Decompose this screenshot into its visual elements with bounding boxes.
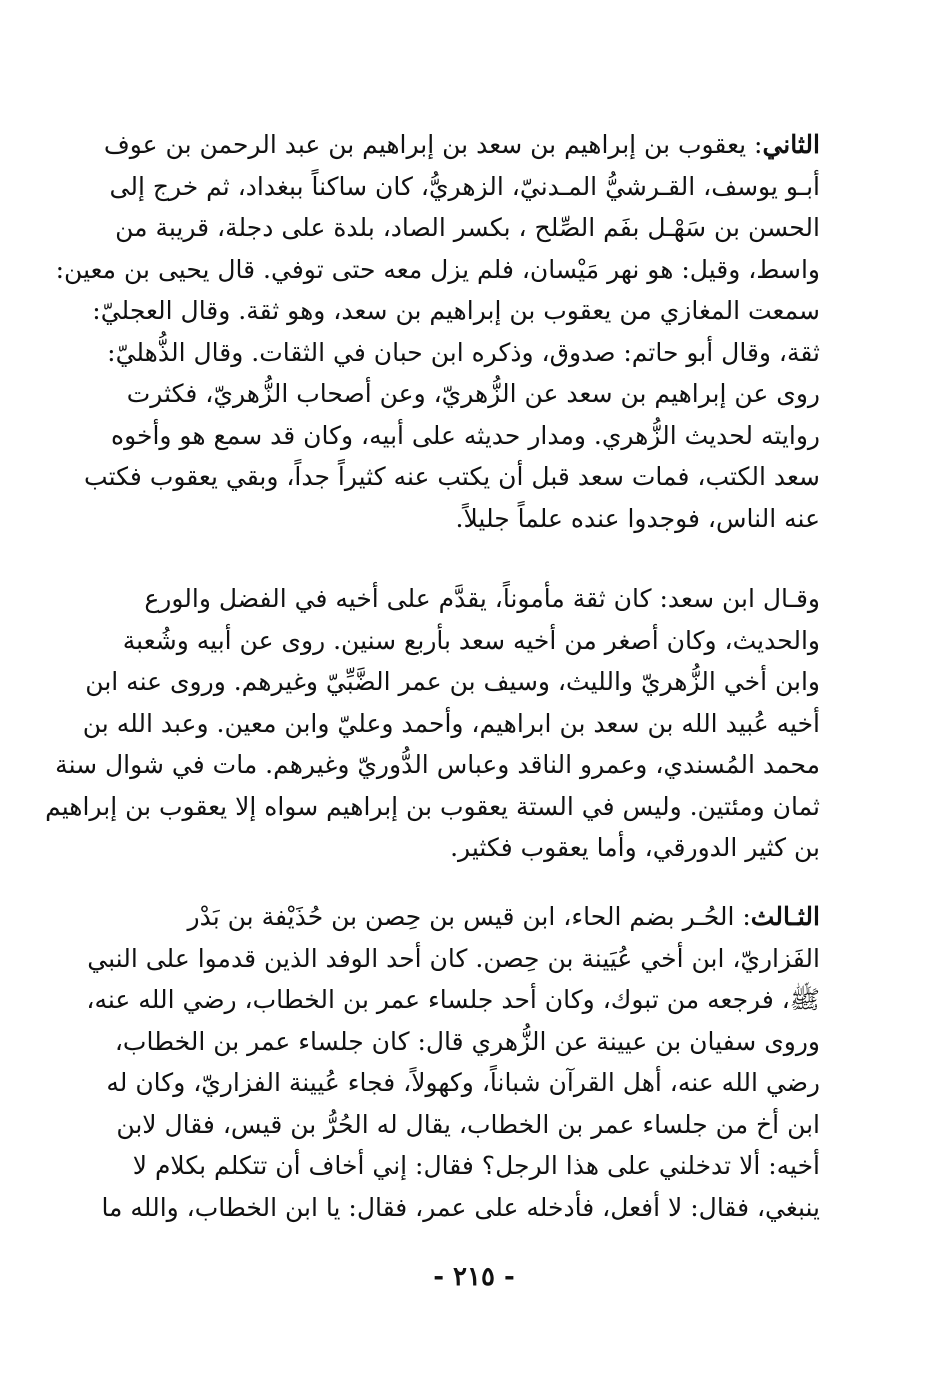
text-line: ثمان ومئتين. وليس في الستة يعقوب بن إبراهيم سواه إلا يعقوب بن إبراهيم [45,791,820,821]
text-line: أبـو يوسف، القـرشيُّ المـدنيّ، الزهريُّ، كان ساكناً ببغداد، ثم خرج إلى [109,171,820,201]
text-line: وروى سفيان بن عيينة عن الزُّهري قال: كان جلساء عمر بن الخطاب، [114,1026,820,1056]
text-line: الفَزاريّ، ابن أخي عُيَينة بن حِصن. كان أحد الوفد الذين قدموا على النبي [87,943,820,973]
text-line: سعد الكتب، فمات سعد قبل أن يكتب عنه كثيراً جداً، وبقي يعقوب فكتب [84,462,820,491]
paragraph-second-narrator [55,124,820,539]
text-line: بن كثير الدورقي، وأما يعقوب فكثير. [450,833,820,862]
text-line: أخيه عُبيد الله بن سعد بن ابراهيم، وأحمد وعليّ وابن معين. وعبد الله بن [82,708,820,738]
text-line: ثقة، وقال أبو حاتم: صدوق، وذكره ابن حبان في الثقات. وقال الذُّهليّ: [107,337,820,367]
text-line: الحسن بن سَهْـل بفَم الصِّلح ، بكسر الصاد، بلدة على دجلة، قريبة من [115,213,820,242]
text-line: عنه الناس، فوجدوا عنده علماً جليلاً. [455,503,820,533]
text-line [103,124,820,166]
text-line: روايته لحديث الزُّهري. ومدار حديثه على أبيه، وكان قد سمع هو وأخوه [111,420,820,450]
text-line: وابن أخي الزُّهريّ والليث، وسيف بن عمر الضَّبِّيّ وغيرهم. وروى عنه ابن [85,667,820,696]
text-line [132,896,820,938]
text-line: ﷺ، فرجعه من تبوك، وكان أحد جلساء عمر بن الخطاب، رضي الله عنه، [86,985,820,1014]
section-lead-word: الثاني [762,130,820,159]
text-line-content: : يعقوب بن إبراهيم بن سعد بن إبراهيم بن عبد الرحمن بن عوف [103,130,763,159]
page-number: - ٢١٥ - [433,1262,515,1292]
text-line: روى عن إبراهيم بن سعد عن الزُّهريّ، وعن أصحاب الزُّهريّ، فكثرت [126,379,820,408]
paragraph-third-narrator [86,896,820,1228]
text-line: رضي الله عنه، أهل القرآن شباناً، وكهولاً، فجاء عُيينة الفزاريّ، وكان له [106,1068,820,1097]
text-line: ينبغي، فقال: لا أفعل، فأدخله على عمر، فقال: يا ابن الخطاب، والله ما [101,1192,820,1222]
text-line: ابن أخ من جلساء عمر بن الخطاب، يقال له الحُرُّ بن قيس، فقال لابن [116,1109,820,1139]
text-line: سمعت المغازي من يعقوب بن إبراهيم بن سعد، وهو ثقة. وقال العجليّ: [92,296,820,325]
section-lead-word: الثـالث [750,902,820,931]
text-line: أخيه: ألا تدخلني على هذا الرجل؟ فقال: إني أخاف أن تتكلم بكلام لا [132,1151,820,1180]
text-line: واسط، وقيل: هو نهر مَيْسان، فلم يزل معه حتى توفي. قال يحيى بن معين: [55,254,820,284]
text-line: محمد المُسندي، وعمرو الناقد وعباس الدُّوريّ وغيرهم. مات في شوال سنة [55,750,820,779]
paragraph-ibn-saad [45,578,820,869]
text-line: والحديث، وكان أصغر من أخيه سعد بأربع سنين. روى عن أبيه وشُعبة [122,625,820,655]
text-line-content: : الحُـر بضم الحاء، ابن قيس بن حِصن بن حُذَيْفة بن بَدْر [187,902,751,931]
text-line: وقـال ابن سعد: كان ثقة مأموناً، يقدَّم على أخيه في الفضل والورع [144,584,820,613]
